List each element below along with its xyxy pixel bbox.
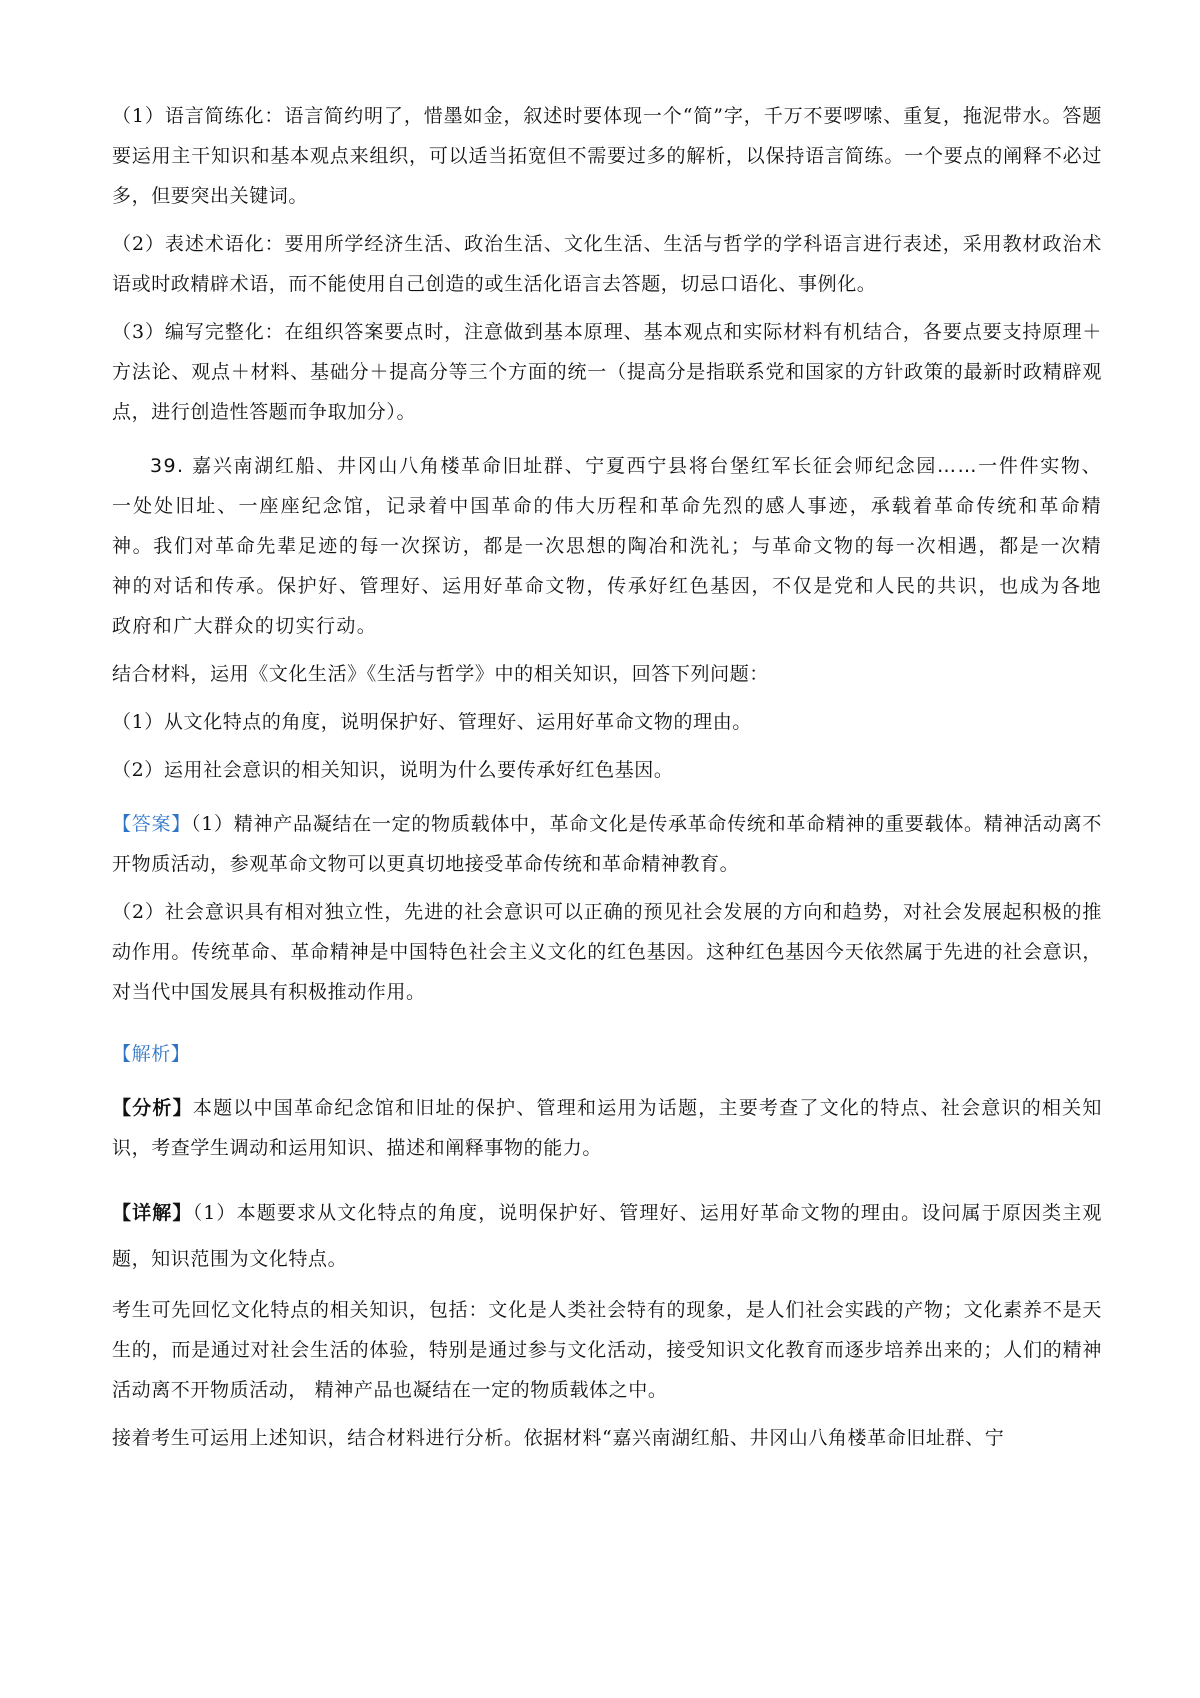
- analysis-tag: 【解析】: [112, 1043, 191, 1065]
- document-body: [112, 96, 1102, 1458]
- question-prompt: 结合材料，运用《文化生活》《生活与哲学》中的相关知识，回答下列问题：: [112, 663, 769, 685]
- question-39-material: 39. 嘉兴南湖红船、井冈山八角楼革命旧址群、宁夏西宁县将台堡红军长征会师纪念园……一件件实物、一处处旧址、一座座纪念馆，记录着中国革命的伟大历程和革命先烈的感人事迹，承载着革命传统和革命精神。我们对革命先辈足迹的每一次探访，都是一次思想的陶冶和洗礼；与革命文物的每一次相遇，都是一次精神的对话和传承。保护好、管理好、运用好革命文物，传承好红色基因，不仅是党和人民的共识，也成为各地政府和广大群众的切实行动。: [112, 455, 1102, 637]
- answer-part-2: （2）社会意识具有相对独立性，先进的社会意识可以正确的预见社会发展的方向和趋势，对社会发展起积极的推动作用。传统革命、革命精神是中国特色社会主义文化的红色基因。这种红色基因今天依然属于先进的社会意识，对当代中国发展具有积极推动作用。: [112, 901, 1102, 1003]
- tip-concise: （1）语言简练化：语言简约明了，惜墨如金，叙述时要体现一个“简”字，千万不要啰嗦、重复，拖泥带水。答题要运用主干知识和基本观点来组织，可以适当拓宽但不需要过多的解析，以保持语言简练。一个要点的阐释不必过多，但要突出关键词。: [112, 105, 1102, 207]
- tip-completeness: （3）编写完整化：在组织答案要点时，注意做到基本原理、基本观点和实际材料有机结合，各要点要支持原理＋方法论、观点＋材料、基础分＋提高分等三个方面的统一（提高分是指联系党和国家的方针政策的最新时政精辟观点，进行创造性答题而争取加分）。: [112, 321, 1102, 423]
- fenxi-tag: 【分析】: [112, 1097, 193, 1119]
- xiangjie-text: （1）本题要求从文化特点的角度，说明保护好、管理好、运用好革命文物的理由。设问属于原因类主观题，知识范围为文化特点。: [112, 1202, 1102, 1270]
- xiangjie-tag: 【详解】: [112, 1202, 193, 1224]
- question-sub-2: （2）运用社会意识的相关知识，说明为什么要传承好红色基因。: [112, 759, 674, 781]
- analysis-para-knowledge: 考生可先回忆文化特点的相关知识，包括：文化是人类社会特有的现象，是人们社会实践的产物；文化素养不是天生的，而是通过对社会生活的体验，特别是通过参与文化活动，接受知识文化教育而逐步培养出来的；人们的精神活动离不开物质活动， 精神产品也凝结在一定的物质载体之中。: [112, 1299, 1102, 1401]
- analysis-fenxi: [112, 1088, 1102, 1168]
- question-sub-1: （1）从文化特点的角度，说明保护好、管理好、运用好革命文物的理由。: [112, 711, 752, 733]
- tip-terminology: （2）表述术语化：要用所学经济生活、政治生活、文化生活、生活与哲学的学科语言进行表述，采用教材政治术语或时政精辟术语，而不能使用自己创造的或生活化语言去答题，切忌口语化、事例化。: [112, 233, 1102, 295]
- analysis-xiangjie: [112, 1190, 1102, 1282]
- answer-part-1: [112, 804, 1102, 884]
- answer-text-1: （1）精神产品凝结在一定的物质载体中，革命文化是传承革命传统和革命精神的重要载体。精神活动离不开物质活动，参观革命文物可以更真切地接受革命传统和革命精神教育。: [112, 813, 1102, 875]
- answer-tag: 【答案】: [112, 813, 191, 835]
- fenxi-text: 本题以中国革命纪念馆和旧址的保护、管理和运用为话题，主要考查了文化的特点、社会意识的相关知识，考查学生调动和运用知识、描述和阐释事物的能力。: [112, 1097, 1102, 1159]
- analysis-para-apply: 接着考生可运用上述知识，结合材料进行分析。依据材料“嘉兴南湖红船、井冈山八角楼革命旧址群、宁: [112, 1427, 1005, 1449]
